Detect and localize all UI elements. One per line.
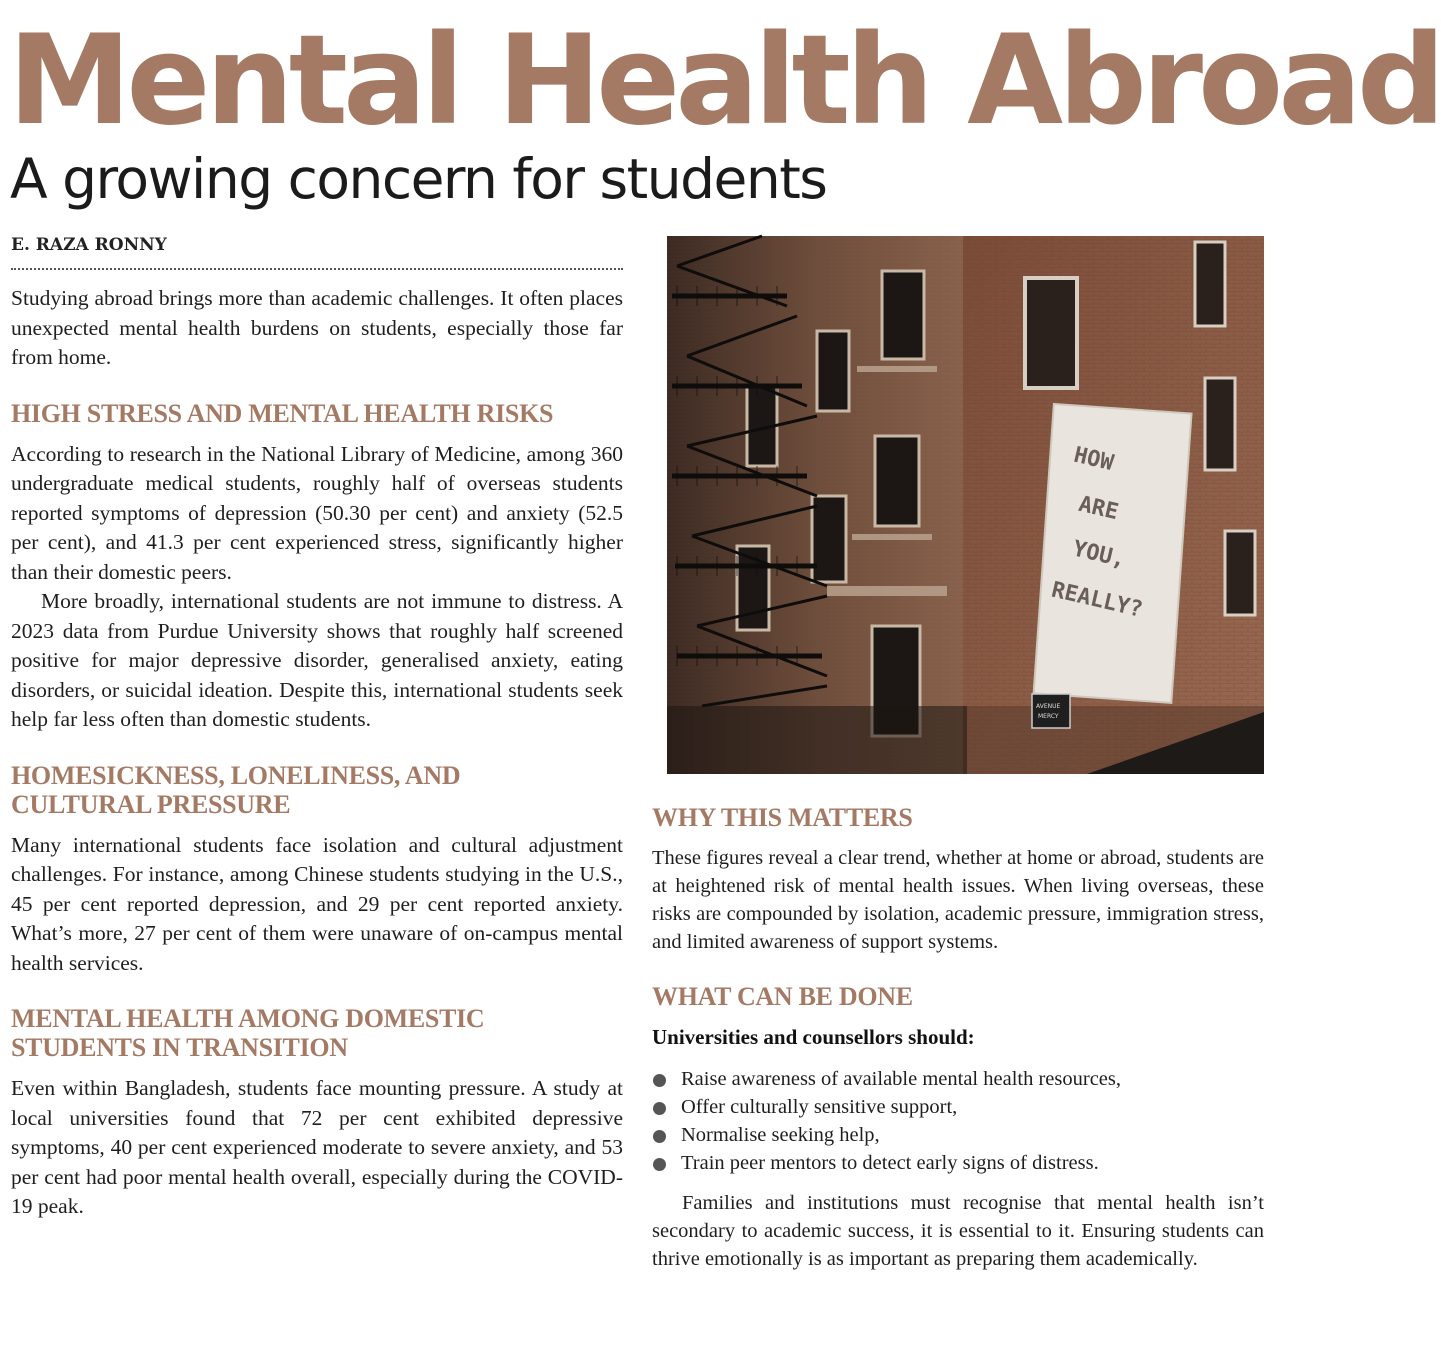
list-item-text: Train peer mentors to detect early signs of distress.	[681, 1152, 1099, 1174]
list-item-text: Offer culturally sensitive support,	[681, 1096, 958, 1118]
heading-line: STUDENTS IN TRANSITION	[11, 1033, 348, 1062]
street-sign-text: AVENUE	[1036, 703, 1061, 710]
paragraph-why-matters: These figures reveal a clear trend, whether at home or abroad, students are at heightened risk of mental health issues. When living overseas, these risks are compounded by isolation, academic pressure, immigration stress, and limited awareness of support systems.	[652, 847, 1264, 953]
bullet-icon	[653, 1102, 666, 1115]
recommendations-list	[652, 1065, 1264, 1177]
left-column	[11, 284, 623, 1222]
heading-line: MENTAL HEALTH AMONG DOMESTIC	[11, 1004, 485, 1033]
headline-title: Mental Health Abroad	[8, 9, 1441, 153]
section-heading-domestic	[11, 1004, 623, 1062]
paragraph-stress-research: According to research in the National Library of Medicine, among 360 undergraduate medical students, roughly half of overseas students reported symptoms of depression (50.30 per cent) and anxiety (52.5 per cent), and 41.3 per cent experienced stress, significantly higher than their domestic peers.	[11, 441, 623, 584]
list-item	[652, 1065, 1264, 1093]
paragraph-stress-purdue: More broadly, international students are not immune to distress. A 2023 data from Purdue University shows that roughly half screened positive for major depressive disorder, generalised anxiety, eating disorders, or suicidal ideation. Despite this, international students seek help far less often than domestic students.	[11, 589, 623, 731]
sign-text-line: HOW	[1071, 442, 1116, 477]
author-byline: E. RAZA RONNY	[11, 235, 167, 255]
section-heading-what-can-be-done: WHAT CAN BE DONE	[652, 982, 913, 1011]
closing-paragraph: Families and institutions must recognise that mental health isn’t secondary to academic success, it is essential to it. Ensuring students can thrive emotionally is as important as preparing them academically.	[652, 1192, 1264, 1270]
sign-text-line: YOU,	[1070, 536, 1128, 573]
list-item	[652, 1093, 1264, 1121]
headline-subtitle: A growing concern for students	[10, 147, 827, 211]
intro-paragraph: Studying abroad brings more than academic challenges. It often places unexpected mental health burdens on students, especially those far from home.	[11, 286, 623, 369]
bullet-icon	[653, 1130, 666, 1143]
list-item	[652, 1121, 1264, 1149]
bullet-icon	[653, 1158, 666, 1171]
heading-line: HOMESICKNESS, LONELINESS, AND	[11, 760, 461, 790]
street-sign-text: MERCY	[1038, 713, 1059, 720]
paragraph-homesickness: Many international students face isolation and cultural adjustment challenges. For instance, among Chinese students studying in the U.S., 45 per cent reported depression, and 29 per cent reported anxiety. What’s more, 27 per cent of them were unaware of on-campus mental health services.	[11, 832, 623, 975]
sign-text-line: ARE	[1076, 491, 1121, 526]
recommendations-lead: Universities and counsellors should:	[652, 1025, 975, 1049]
right-column	[652, 803, 1264, 1273]
list-item	[652, 1149, 1264, 1177]
section-heading-why-matters: WHY THIS MATTERS	[652, 803, 913, 832]
sign-text-line: REALLY?	[1049, 577, 1145, 623]
list-item-text: Raise awareness of available mental health resources,	[681, 1068, 1121, 1090]
heading-line: CULTURAL PRESSURE	[11, 789, 291, 819]
bullet-icon	[653, 1074, 666, 1087]
byline-divider	[11, 268, 623, 270]
section-heading-homesickness	[11, 761, 623, 819]
list-item-text: Normalise seeking help,	[681, 1124, 880, 1146]
paragraph-domestic: Even within Bangladesh, students face mounting pressure. A study at local universities found that 72 per cent exhibited depressive symptoms, 40 per cent experienced moderate to severe anxiety, and 53 per cent had poor mental health overall, especially during the COVID-19 peak.	[11, 1076, 623, 1218]
section-heading-stress: HIGH STRESS AND MENTAL HEALTH RISKS	[11, 398, 554, 428]
building-photo	[667, 236, 1264, 774]
